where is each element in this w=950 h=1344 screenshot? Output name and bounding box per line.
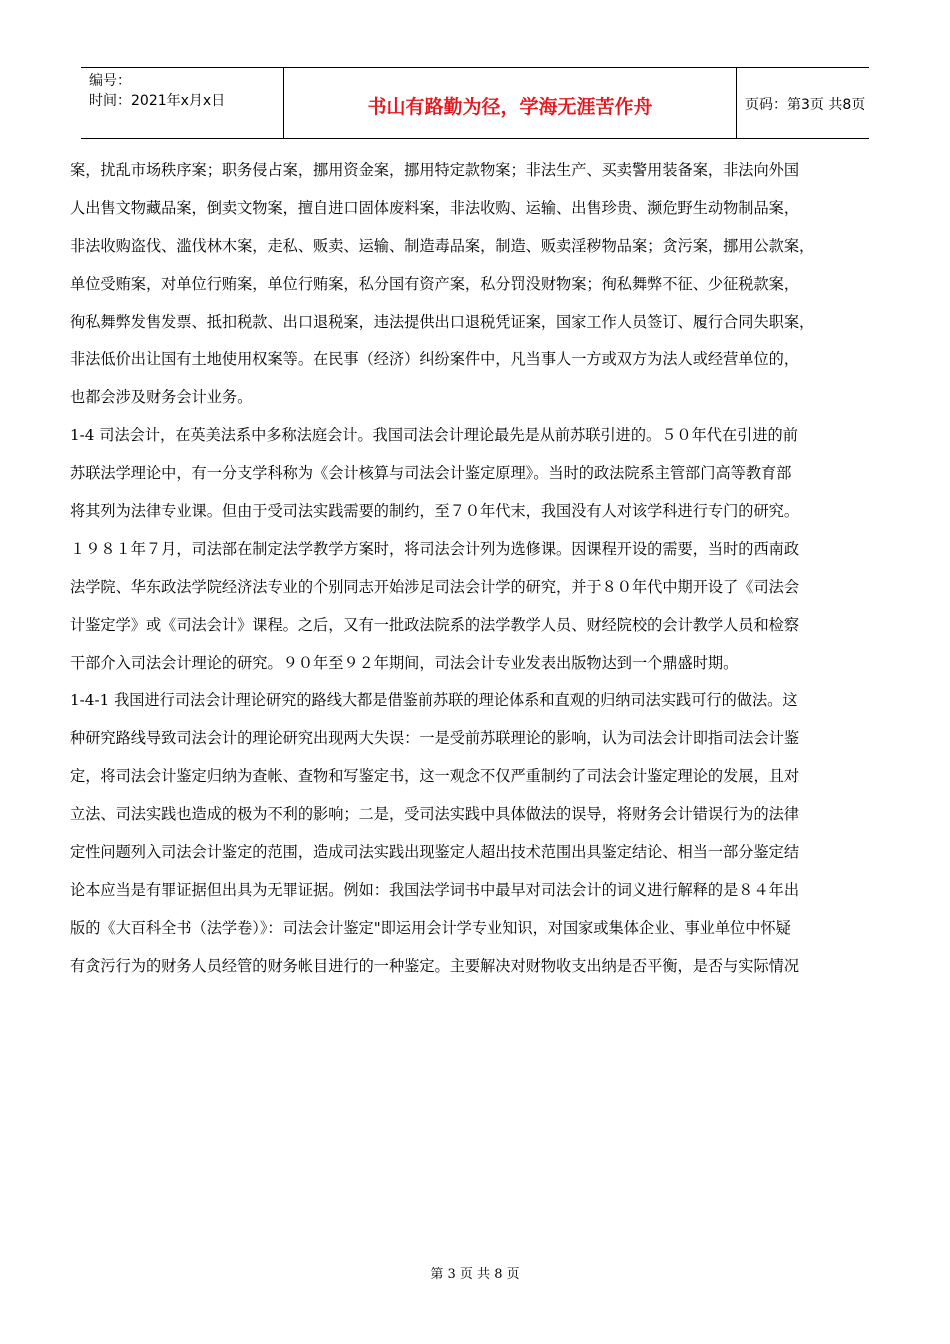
body-line: 版的《大百科全书（法学卷）》：司法会计鉴定"即运用会计学专业知识，对国家或集体企业、事业单位中怀疑 — [70, 918, 791, 937]
document-body — [70, 152, 882, 986]
body-line: 立法、司法实践也造成的极为不利的影响；二是，受司法实践中具体做法的误导，将财务会计错误行为的法律 — [70, 805, 799, 824]
header-page-info: 页码：第3页 共8页 — [745, 97, 866, 113]
header-motto-cell — [284, 68, 737, 138]
header-page-cell — [737, 68, 869, 138]
body-line: 非法低价出让国有土地使用权案等。在民事（经济）纠纷案件中，凡当事人一方或双方为法人或经营单位的， — [70, 350, 799, 369]
page-footer: 第 3 页 共 8 页 — [430, 1267, 520, 1282]
body-line: 苏联法学理论中，有一分支学科称为《会计核算与司法会计鉴定原理》。当时的政法院系主管部门高等教育部 — [70, 464, 792, 483]
body-line: 定性问题列入司法会计鉴定的范围，造成司法实践出现鉴定人超出技术范围出具鉴定结论、相当一部分鉴定结 — [70, 843, 799, 862]
body-line: 单位受贿案，对单位行贿案，单位行贿案，私分国有资产案，私分罚没财物案；徇私舞弊不征、少征税款案， — [70, 274, 799, 293]
document-number-label: 编号： — [89, 73, 131, 89]
body-line: 1-4-1 我国进行司法会计理论研究的路线大都是借鉴前苏联的理论体系和直观的归纳司法实践可行的做法。这 — [70, 691, 798, 710]
document-date-label: 时间：2021年x月x日 — [89, 93, 226, 109]
body-line: 也都会涉及财务会计业务。 — [70, 388, 253, 407]
body-line: 法学院、华东政法学院经济法专业的个别同志开始涉足司法会计学的研究，并于８０年代中期开设了《司法会 — [70, 577, 799, 596]
body-line: 有贪污行为的财务人员经管的财务帐目进行的一种鉴定。主要解决对财物收支出纳是否平衡，是否与实际情况 — [70, 956, 799, 975]
body-line: 徇私舞弊发售发票、抵扣税款、出口退税案，违法提供出口退税凭证案，国家工作人员签订、履行合同失职案， — [70, 312, 815, 331]
body-line: 干部介入司法会计理论的研究。９０年至９２年期间，司法会计专业发表出版物达到一个鼎盛时期。 — [70, 653, 739, 672]
header-motto: 书山有路勤为径，学海无涯苦作舟 — [367, 96, 653, 118]
body-line: 案，扰乱市场秩序案；职务侵占案，挪用资金案，挪用特定款物案；非法生产、买卖警用装备案，非法向外国 — [70, 161, 799, 179]
body-line: 计鉴定学》或《司法会计》课程。之后，又有一批政法院系的法学教学人员、财经院校的会计教学人员和检察 — [70, 615, 799, 634]
body-line: 非法收购盗伐、滥伐林木案，走私、贩卖、运输、制造毒品案，制造、贩卖淫秽物品案；贪污案，挪用公款案， — [70, 236, 815, 255]
body-line: 1-4 司法会计，在英美法系中多称法庭会计。我国司法会计理论最先是从前苏联引进的。５０年代在引进的前 — [70, 426, 798, 445]
body-line: 定，将司法会计鉴定归纳为查帐、查物和写鉴定书，这一观念不仅严重制约了司法会计鉴定理论的发展，且对 — [70, 767, 799, 786]
header-meta-cell — [81, 68, 284, 138]
body-line: 人出售文物藏品案，倒卖文物案，擅自进口固体废料案，非法收购、运输、出售珍贵、濒危野生动物制品案， — [70, 198, 799, 217]
body-line: 将其列为法律专业课。但由于受司法实践需要的制约，至７０年代末，我国没有人对该学科进行专门的研究。 — [70, 502, 799, 521]
body-line: 论本应当是有罪证据但出具为无罪证据。例如：我国法学词书中最早对司法会计的词义进行解释的是８４年出 — [70, 880, 799, 899]
body-line: １９８１年７月，司法部在制定法学教学方案时，将司法会计列为选修课。因课程开设的需要，当时的西南政 — [70, 539, 799, 558]
page-header — [81, 67, 869, 139]
body-line: 种研究路线导致司法会计的理论研究出现两大失误：一是受前苏联理论的影响，认为司法会计即指司法会计鉴 — [70, 729, 799, 748]
